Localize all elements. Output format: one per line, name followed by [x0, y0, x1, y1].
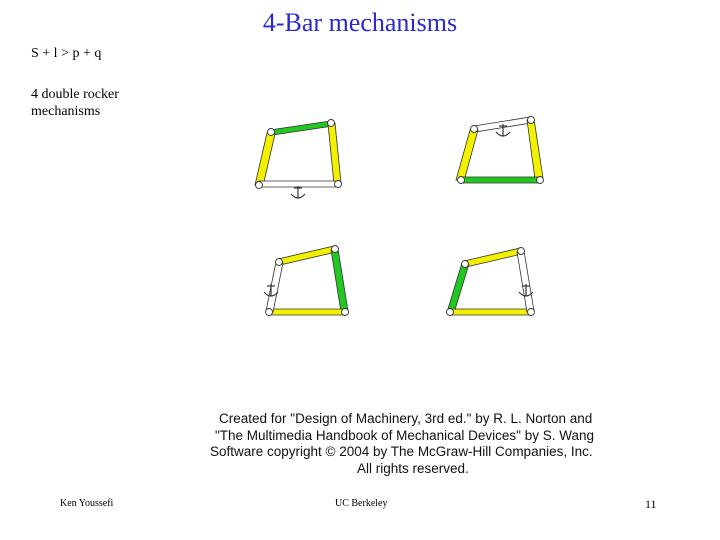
- link-rocker-right: [328, 123, 341, 184]
- credit-line: Created for "Design of Machinery, 3rd ed." by R. L. Norton and: [219, 411, 593, 426]
- link-rocker-right: [527, 119, 543, 179]
- link-rocker-left: [456, 130, 478, 181]
- link-coupler: [461, 177, 540, 183]
- link-ground: [266, 262, 283, 312]
- ground-anchor-icon: [291, 186, 305, 198]
- credit-line: "The Multimedia Handbook of Mechanical Devices" by S. Wang: [215, 427, 595, 443]
- mechanism-top-left: [255, 120, 342, 199]
- link-rocker-left: [255, 133, 275, 186]
- slide-title: 4-Bar mechanisms: [262, 8, 458, 37]
- link-rocker-top: [464, 248, 522, 267]
- credit-line: Software copyright © 2004 by The McGraw-Hill Companies, Inc.: [210, 444, 593, 459]
- grashof-condition: S + l > p + q: [31, 46, 102, 61]
- link-coupler-bottom: [450, 309, 531, 315]
- page-number: 11: [645, 497, 657, 511]
- link-rocker-right: [331, 249, 348, 312]
- mechanism-bottom-left: [264, 246, 349, 316]
- mechanism-bottom-right: [447, 248, 535, 316]
- link-rocker-left: [447, 263, 469, 313]
- link-coupler: [270, 121, 333, 135]
- link-rocker-top: [278, 246, 336, 265]
- mechanism-description: 4 double rocker mechanisms: [31, 87, 119, 119]
- copyright-credits: [205, 411, 615, 477]
- footer-author: Ken Youssefi: [60, 498, 114, 509]
- mechanism-top-right: [456, 117, 544, 184]
- link-coupler-bottom: [269, 309, 345, 315]
- footer-institution: UC Berkeley: [335, 498, 388, 509]
- link-ground: [517, 251, 534, 312]
- credit-line: All rights reserved.: [357, 460, 469, 476]
